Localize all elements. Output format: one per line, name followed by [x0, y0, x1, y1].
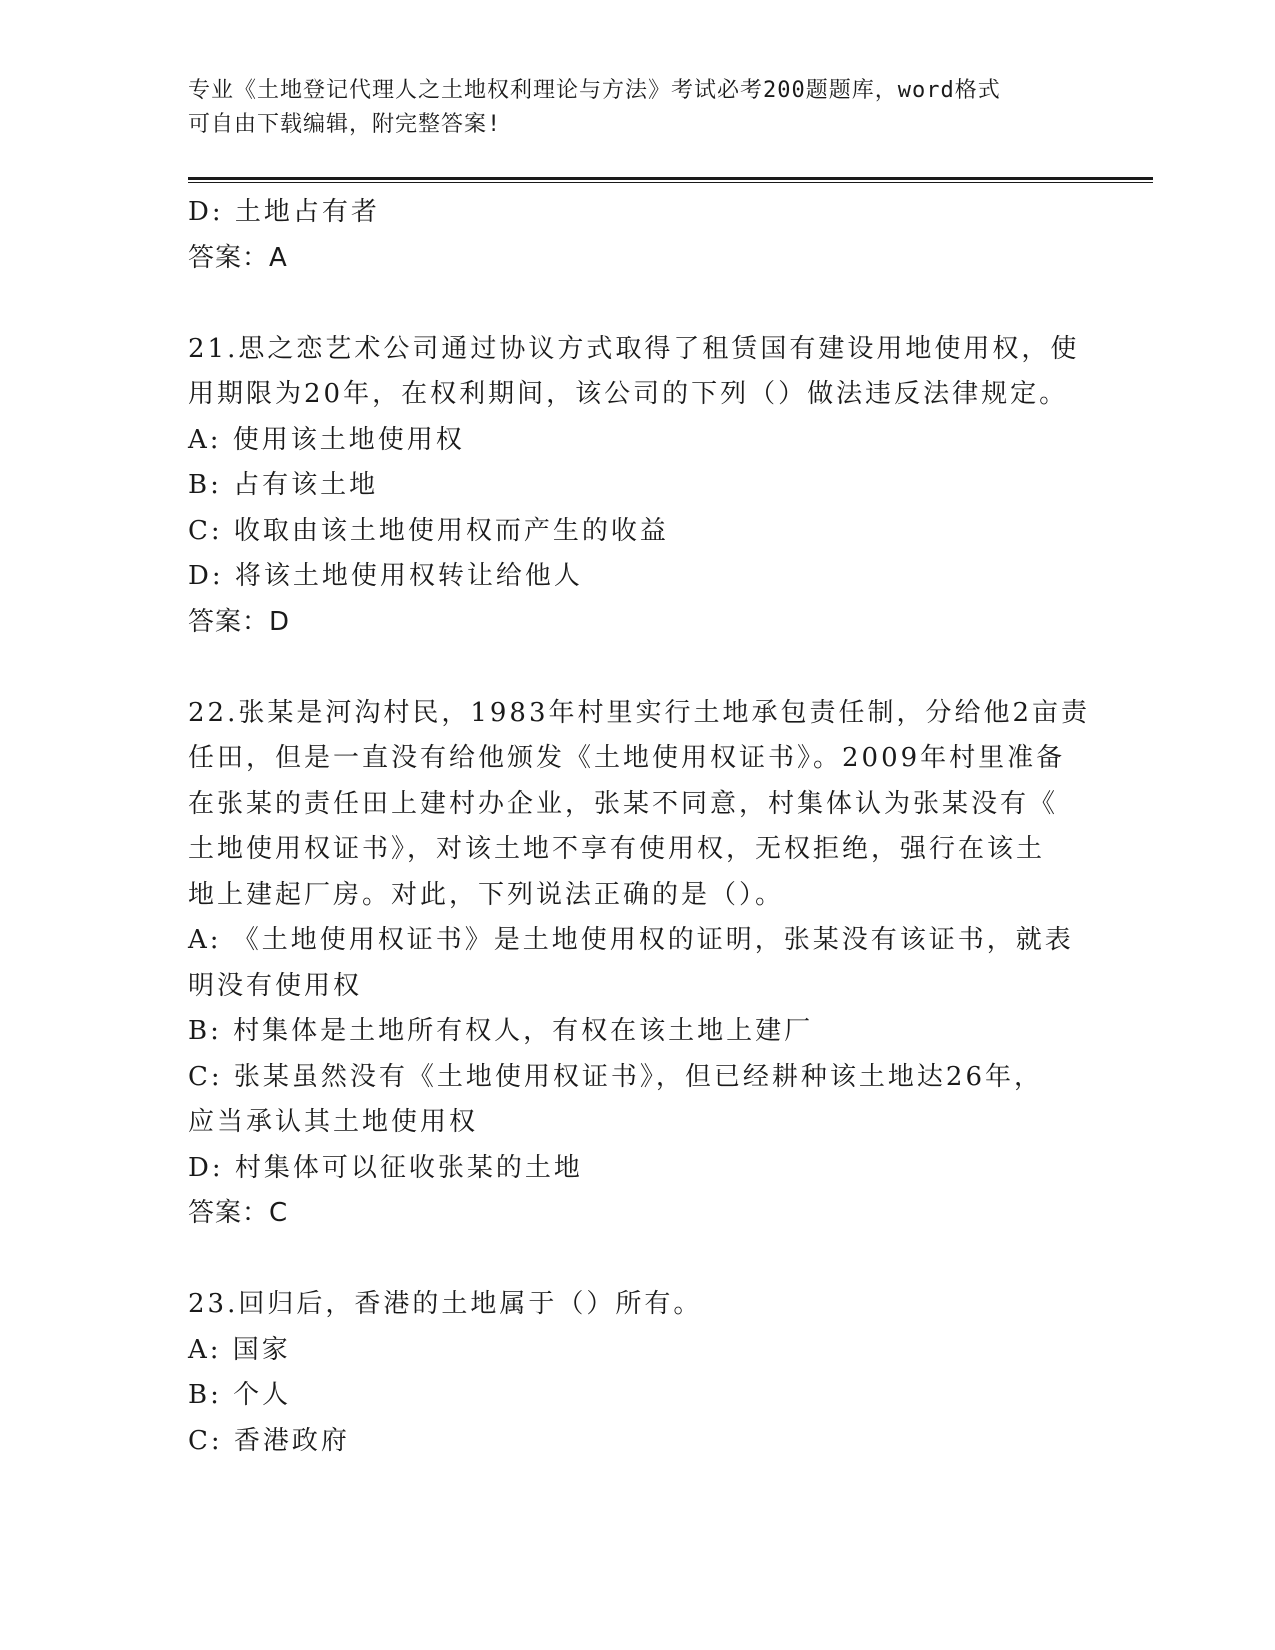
- spacer: [188, 1237, 1088, 1283]
- question-23-option-c: C: 香港政府: [188, 1425, 350, 1456]
- header-rule-thick: [188, 177, 1153, 180]
- header-rule-thin: [188, 182, 1153, 183]
- header-line-1: 专业《土地登记代理人之土地权利理论与方法》考试必考200题题库，word格式: [188, 78, 1001, 103]
- question-21-answer: 答案：D: [188, 606, 291, 637]
- page-header: [188, 74, 1088, 142]
- question-22-text-line-3: 在张某的责任田上建村办企业，张某不同意，村集体认为张某没有《: [188, 788, 1059, 819]
- question-21-option-b: B: 占有该土地: [188, 470, 379, 500]
- question-22-option-a-line-1: A: 《土地使用权证书》是土地使用权的证明，张某没有该证书，就表: [188, 925, 1074, 955]
- question-22-answer: 答案：C: [188, 1198, 289, 1228]
- question-22-text-line-1: 22.张某是河沟村民，1983年村里实行土地承包责任制，分给他2亩责: [188, 697, 1091, 728]
- question-23-option-b: B: 个人: [188, 1380, 292, 1410]
- question-22-text-line-5: 地上建起厂房。对此，下列说法正确的是（）。: [188, 879, 785, 910]
- question-22-option-b: B: 村集体是土地所有权人，有权在该土地上建厂: [188, 1016, 814, 1046]
- question-21: [188, 327, 1088, 646]
- question-22-option-a-line-2: 明没有使用权: [188, 970, 363, 1001]
- prev-answer: 答案：A: [188, 242, 288, 273]
- question-22-option-c-line-2: 应当承认其土地使用权: [188, 1107, 479, 1137]
- question-22: [188, 691, 1091, 1237]
- question-22-option-d: D: 村集体可以征收张某的土地: [188, 1152, 583, 1183]
- question-21-text-line-2: 用期限为20年，在权利期间，该公司的下列（）做法违反法律规定。: [188, 379, 1069, 409]
- header-line-2: 可自由下载编辑，附完整答案!: [188, 112, 502, 137]
- question-21-option-d: D: 将该土地使用权转让给他人: [188, 561, 583, 591]
- question-23: [188, 1282, 1088, 1464]
- prev-option-d: D: 土地占有者: [188, 197, 380, 227]
- question-23-text-line-1: 23.回归后，香港的土地属于（）所有。: [188, 1289, 703, 1319]
- question-23-option-a: A: 国家: [188, 1334, 291, 1365]
- question-21-text-line-1: 21.思之恋艺术公司通过协议方式取得了租赁国有建设用地使用权，使: [188, 333, 1080, 364]
- question-22-option-c-line-1: C: 张某虽然没有《土地使用权证书》，但已经耕种该土地达26年，: [188, 1061, 1044, 1092]
- question-22-text-line-4: 土地使用权证书》，对该土地不享有使用权，无权拒绝，强行在该土: [188, 834, 1046, 864]
- document-body: [188, 190, 1091, 1464]
- spacer: [188, 281, 1088, 327]
- question-22-text-line-2: 任田，但是一直没有给他颁发《土地使用权证书》。2009年村里准备: [188, 743, 1066, 773]
- question-21-option-c: C: 收取由该土地使用权而产生的收益: [188, 515, 669, 546]
- question-21-option-a: A: 使用该土地使用权: [188, 424, 465, 455]
- spacer: [188, 645, 1088, 691]
